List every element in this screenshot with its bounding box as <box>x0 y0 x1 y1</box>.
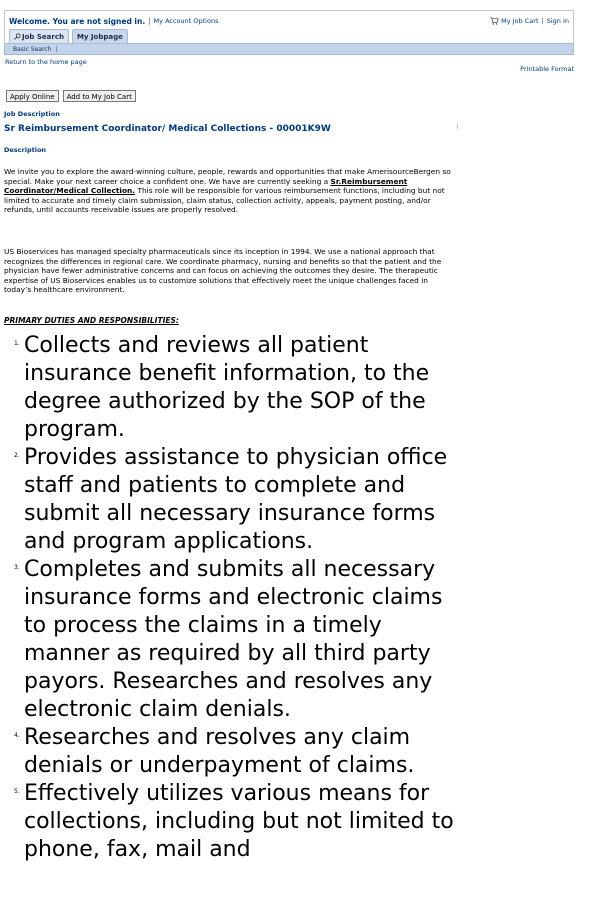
account-options-link[interactable]: My Account Options <box>153 17 219 25</box>
duty-text: Collects and reviews all patient insurance benefit information, to the degree authorized by the SOP of the program. <box>24 333 430 442</box>
list-item <box>4 556 464 724</box>
description-label: Description <box>4 146 47 154</box>
divider <box>457 123 458 129</box>
intro-text: We invite you to explore the award-winning culture, people, rewards and opportunities that make AmerisourceBergen so special. Make your next career choice a confident one. We have are currently seeking a <box>4 167 451 186</box>
apply-online-button[interactable]: Apply Online <box>6 90 59 102</box>
list-item <box>4 332 464 444</box>
top-bar <box>4 10 574 31</box>
printable-format-link[interactable]: Printable Format <box>520 65 574 73</box>
list-number: 5. <box>14 788 20 795</box>
list-item <box>4 780 464 864</box>
tab-my-jobpage[interactable] <box>72 29 128 43</box>
tab-job-search[interactable] <box>9 29 69 43</box>
intro-text-continued: This role will be responsible for various reimbursement functions, including but not limited to accurate and timely claim submission, claim status, collection activity, appeals, payment posting, and/or refunds, until accounts receivable issues are properly resolved. <box>4 186 445 214</box>
list-number: 4. <box>14 732 20 739</box>
company-paragraph: US Bioservices has managed specialty pharmaceuticals since its inception in 1994. We use a national approach that recognizes the differences in regional care. We coordinate pharmacy, nursing and benefits so that the patient and the physician have fewer administrative concerns and can focus on achieving the outcomes they desire. The therapeutic expertise of US Bioservices enables us to customize solutions that effectively meet the unique challenges faced in today’s healthcare environment. <box>4 247 442 294</box>
search-icon <box>14 33 21 40</box>
duty-text: Effectively utilizes various means for collections, including but not limited to phone, fax, mail and <box>24 781 454 862</box>
basic-search-link[interactable]: Basic Search <box>13 45 52 53</box>
tab-label: My Jobpage <box>76 32 123 41</box>
list-number: 1. <box>14 340 20 347</box>
duties-heading: PRIMARY DUTIES AND RESPONSIBILITIES: <box>4 316 179 325</box>
separator: | <box>55 45 58 53</box>
cart-icon <box>490 17 499 25</box>
job-description-label: Job Description <box>4 110 60 118</box>
tab-label: Job Search <box>22 32 64 41</box>
link-row <box>4 55 574 73</box>
duties-list <box>4 332 464 864</box>
position-name: Sr.Reimbursement Coordinator/Medical Collection. <box>4 176 408 195</box>
duty-text: Provides assistance to physician office staff and patients to complete and submit all necessary insurance forms and program applications. <box>24 445 448 554</box>
separator: | <box>148 17 151 25</box>
welcome-text: Welcome. You are not signed in. <box>9 16 146 26</box>
list-item <box>4 444 464 556</box>
list-number: 3. <box>14 564 20 571</box>
list-item <box>4 724 464 780</box>
sub-navigation <box>4 43 574 55</box>
add-to-job-cart-button[interactable]: Add to My Job Cart <box>63 90 136 102</box>
duty-text: Completes and submits all necessary insurance forms and electronic claims to process the claims in a timely manner as required by all third party payors. Researches and resolves any electronic claim denials. <box>24 557 443 722</box>
action-buttons <box>6 90 140 102</box>
sign-in-link[interactable]: Sign In <box>546 17 569 25</box>
tab-row <box>4 31 574 43</box>
list-number: 2. <box>14 452 20 459</box>
duty-text: Researches and resolves any claim denials or underpayment of claims. <box>24 725 415 778</box>
job-cart-link[interactable]: My Job Cart <box>501 17 539 25</box>
home-page-link[interactable]: Return to the home page <box>5 58 87 66</box>
intro-paragraph <box>4 167 454 215</box>
page-wrapper <box>4 10 574 73</box>
separator: | <box>541 17 544 25</box>
job-title: Sr Reimbursement Coordinator/ Medical Collections - 00001K9W <box>4 124 331 134</box>
